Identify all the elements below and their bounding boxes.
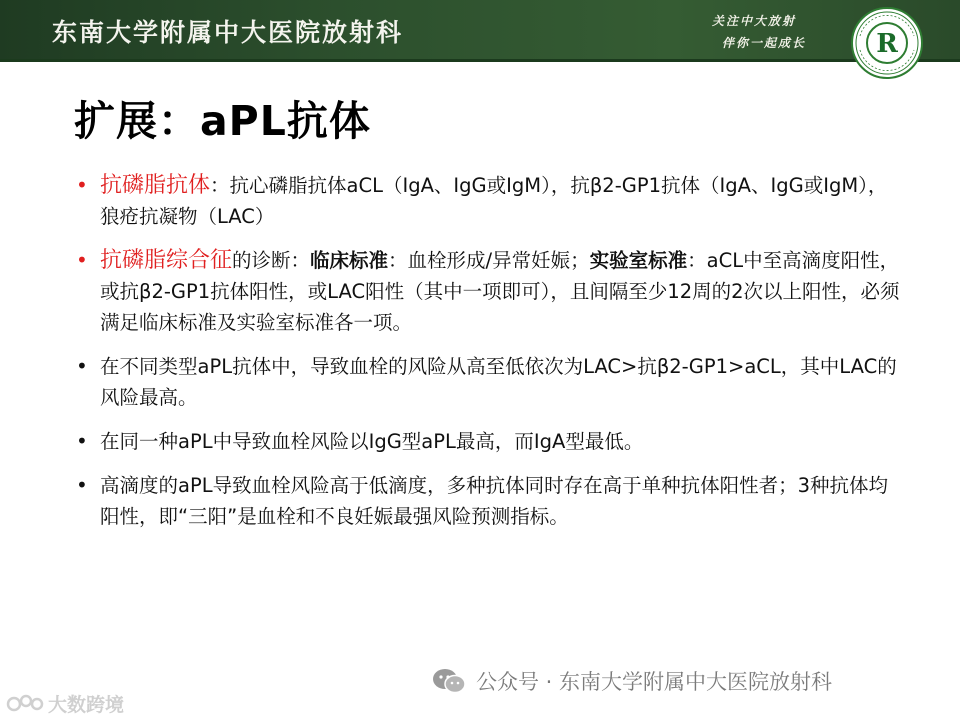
bullet-term: 抗磷脂综合征 [100, 248, 233, 273]
bullet-text: 在不同类型aPL抗体中，导致血栓的风险从高至低依次为LAC>抗β2-GP1>aCL，其中LAC的风险最高。 [100, 355, 897, 409]
bullet-igg-iga [74, 426, 904, 457]
bullet-text: 在同一种aPL中导致血栓风险以IgG型aPL最高，而IgA型最低。 [100, 430, 644, 453]
slide-title: 扩展：aPL抗体 [74, 97, 371, 145]
bullet-aps-diagnosis [74, 245, 904, 338]
bullet-antiphospholipid-antibodies [74, 170, 904, 232]
logo-letter: R [876, 29, 898, 59]
watermark-logo-icon [6, 693, 44, 715]
bullet-text: ：血栓形成/异常妊娠； [388, 249, 590, 272]
wechat-icon [432, 668, 466, 694]
slogan-line-2: 伴你一起成长 [722, 36, 807, 50]
wechat-account-footer [432, 666, 832, 696]
bullet-text: 高滴度的aPL导致血栓风险高于低滴度，多种抗体同时存在高于单种抗体阳性者；3种抗体均阳性，即“三阳”是血栓和不良妊娠最强风险预测指标。 [100, 474, 888, 528]
bullet-marker: • [76, 473, 88, 497]
bullet-marker: • [76, 248, 88, 272]
bullet-marker: • [76, 429, 88, 453]
bullet-marker: • [76, 173, 88, 197]
header-slogan [712, 10, 822, 54]
bullet-text: 的诊断： [232, 249, 311, 272]
bullet-bold-term: 实验室标准 [589, 249, 688, 272]
bullet-term: 抗磷脂抗体 [100, 173, 211, 198]
bullet-risk-order [74, 351, 904, 413]
wechat-footer-text: 公众号 · 东南大学附属中大医院放射科 [476, 670, 833, 694]
header-bar [0, 0, 960, 62]
bullet-triple-positive [74, 470, 904, 532]
hospital-logo-icon [850, 6, 924, 80]
bullet-marker: • [76, 354, 88, 378]
bullet-text: ：aCL中至高滴度阳性，或抗β2-GP1抗体阳性，或LAC阳性（其中一项即可），且间隔至少12周的2次以上阳性，必须满足临床标准及实验室标准各一项。 [100, 249, 900, 334]
bullet-bold-term: 临床标准 [310, 249, 389, 272]
watermark [6, 690, 124, 717]
header-title: 东南大学附属中大医院放射科 [52, 18, 404, 47]
bullet-list [74, 170, 904, 545]
slogan-line-1: 关注中大放射 [712, 14, 797, 28]
watermark-text: 大数跨境 [48, 694, 125, 716]
bullet-text: ：抗心磷脂抗体aCL（IgA、IgG或IgM），抗β2-GP1抗体（IgA、IgG或IgM）， 狼疮抗凝物（LAC） [100, 174, 888, 228]
